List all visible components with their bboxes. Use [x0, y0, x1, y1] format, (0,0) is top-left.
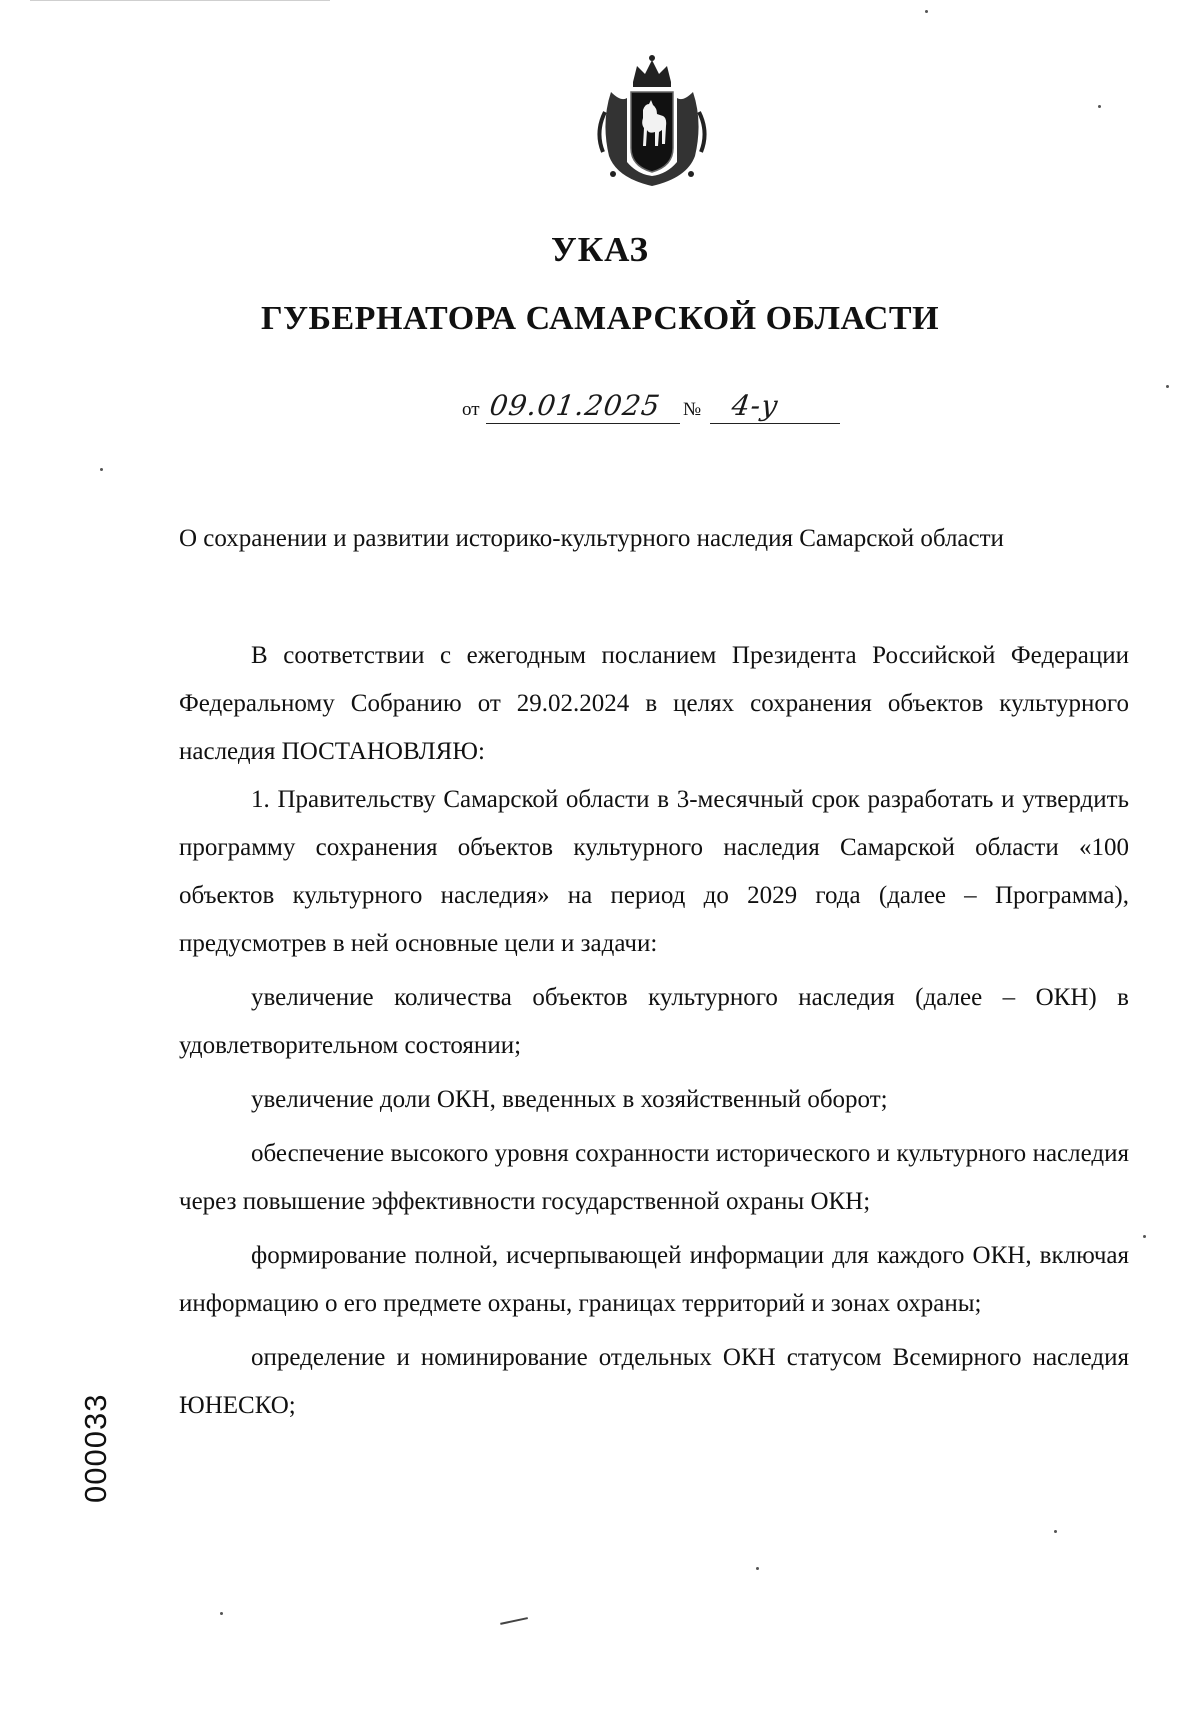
scan-speck [1166, 385, 1169, 388]
handwritten-number: 4-у [729, 389, 781, 422]
scan-speck [756, 1567, 759, 1570]
body-paragraph: формирование полной, исчерпывающей информации для каждого ОКН, включая информацию о его предмете охраны, границах территорий и зонах охраны; [179, 1242, 1129, 1317]
document-body [179, 632, 1129, 1430]
scan-mark [500, 1617, 528, 1624]
scan-speck [220, 1612, 223, 1615]
date-number-line [462, 385, 842, 427]
document-subject: О сохранении и развитии историко-культурного наследия Самарской области [179, 525, 1004, 552]
scan-speck [100, 468, 103, 471]
body-paragraph: увеличение доли ОКН, введенных в хозяйственный оборот; [251, 1086, 888, 1113]
scan-edge-line [30, 0, 330, 1]
number-label: № [683, 399, 702, 420]
number-underline [710, 423, 840, 425]
body-paragraph: В соответствии с ежегодным посланием Президента Российской Федерации Федеральному Собранию от 29.02.2024 в целях сохранения объектов культурного наследия ПОСТАНОВЛЯЮ: [179, 642, 1129, 765]
body-paragraph: обеспечение высокого уровня сохранности исторического и культурного наследия через повышение эффективности государственной охраны ОКН; [179, 1140, 1129, 1215]
document-title: УКАЗ [551, 230, 649, 269]
date-underline [486, 423, 680, 425]
scan-speck [1143, 1235, 1146, 1238]
body-paragraph: определение и номинирование отдельных ОКН статусом Всемирного наследия ЮНЕСКО; [179, 1344, 1129, 1419]
scan-speck [1098, 105, 1101, 108]
scan-speck [925, 10, 928, 13]
scan-speck [1054, 1530, 1057, 1533]
body-paragraph: увеличение количества объектов культурного наследия (далее – ОКН) в удовлетворительном состоянии; [179, 984, 1129, 1059]
margin-stamp-number: 000033 [78, 1393, 113, 1503]
samara-region-coat-of-arms-icon [587, 52, 717, 192]
body-paragraph: 1. Правительству Самарской области в 3-месячный срок разработать и утвердить программу сохранения объектов культурного наследия Самарской области «100 объектов культурного наследия» на период до 2029 года (далее – Программа), предусмотрев в ней основные цели и задачи: [179, 786, 1129, 957]
handwritten-date: 09.01.2025 [487, 389, 663, 422]
date-prefix-label: от [462, 399, 480, 420]
document-subtitle: ГУБЕРНАТОРА САМАРСКОЙ ОБЛАСТИ [260, 300, 940, 337]
